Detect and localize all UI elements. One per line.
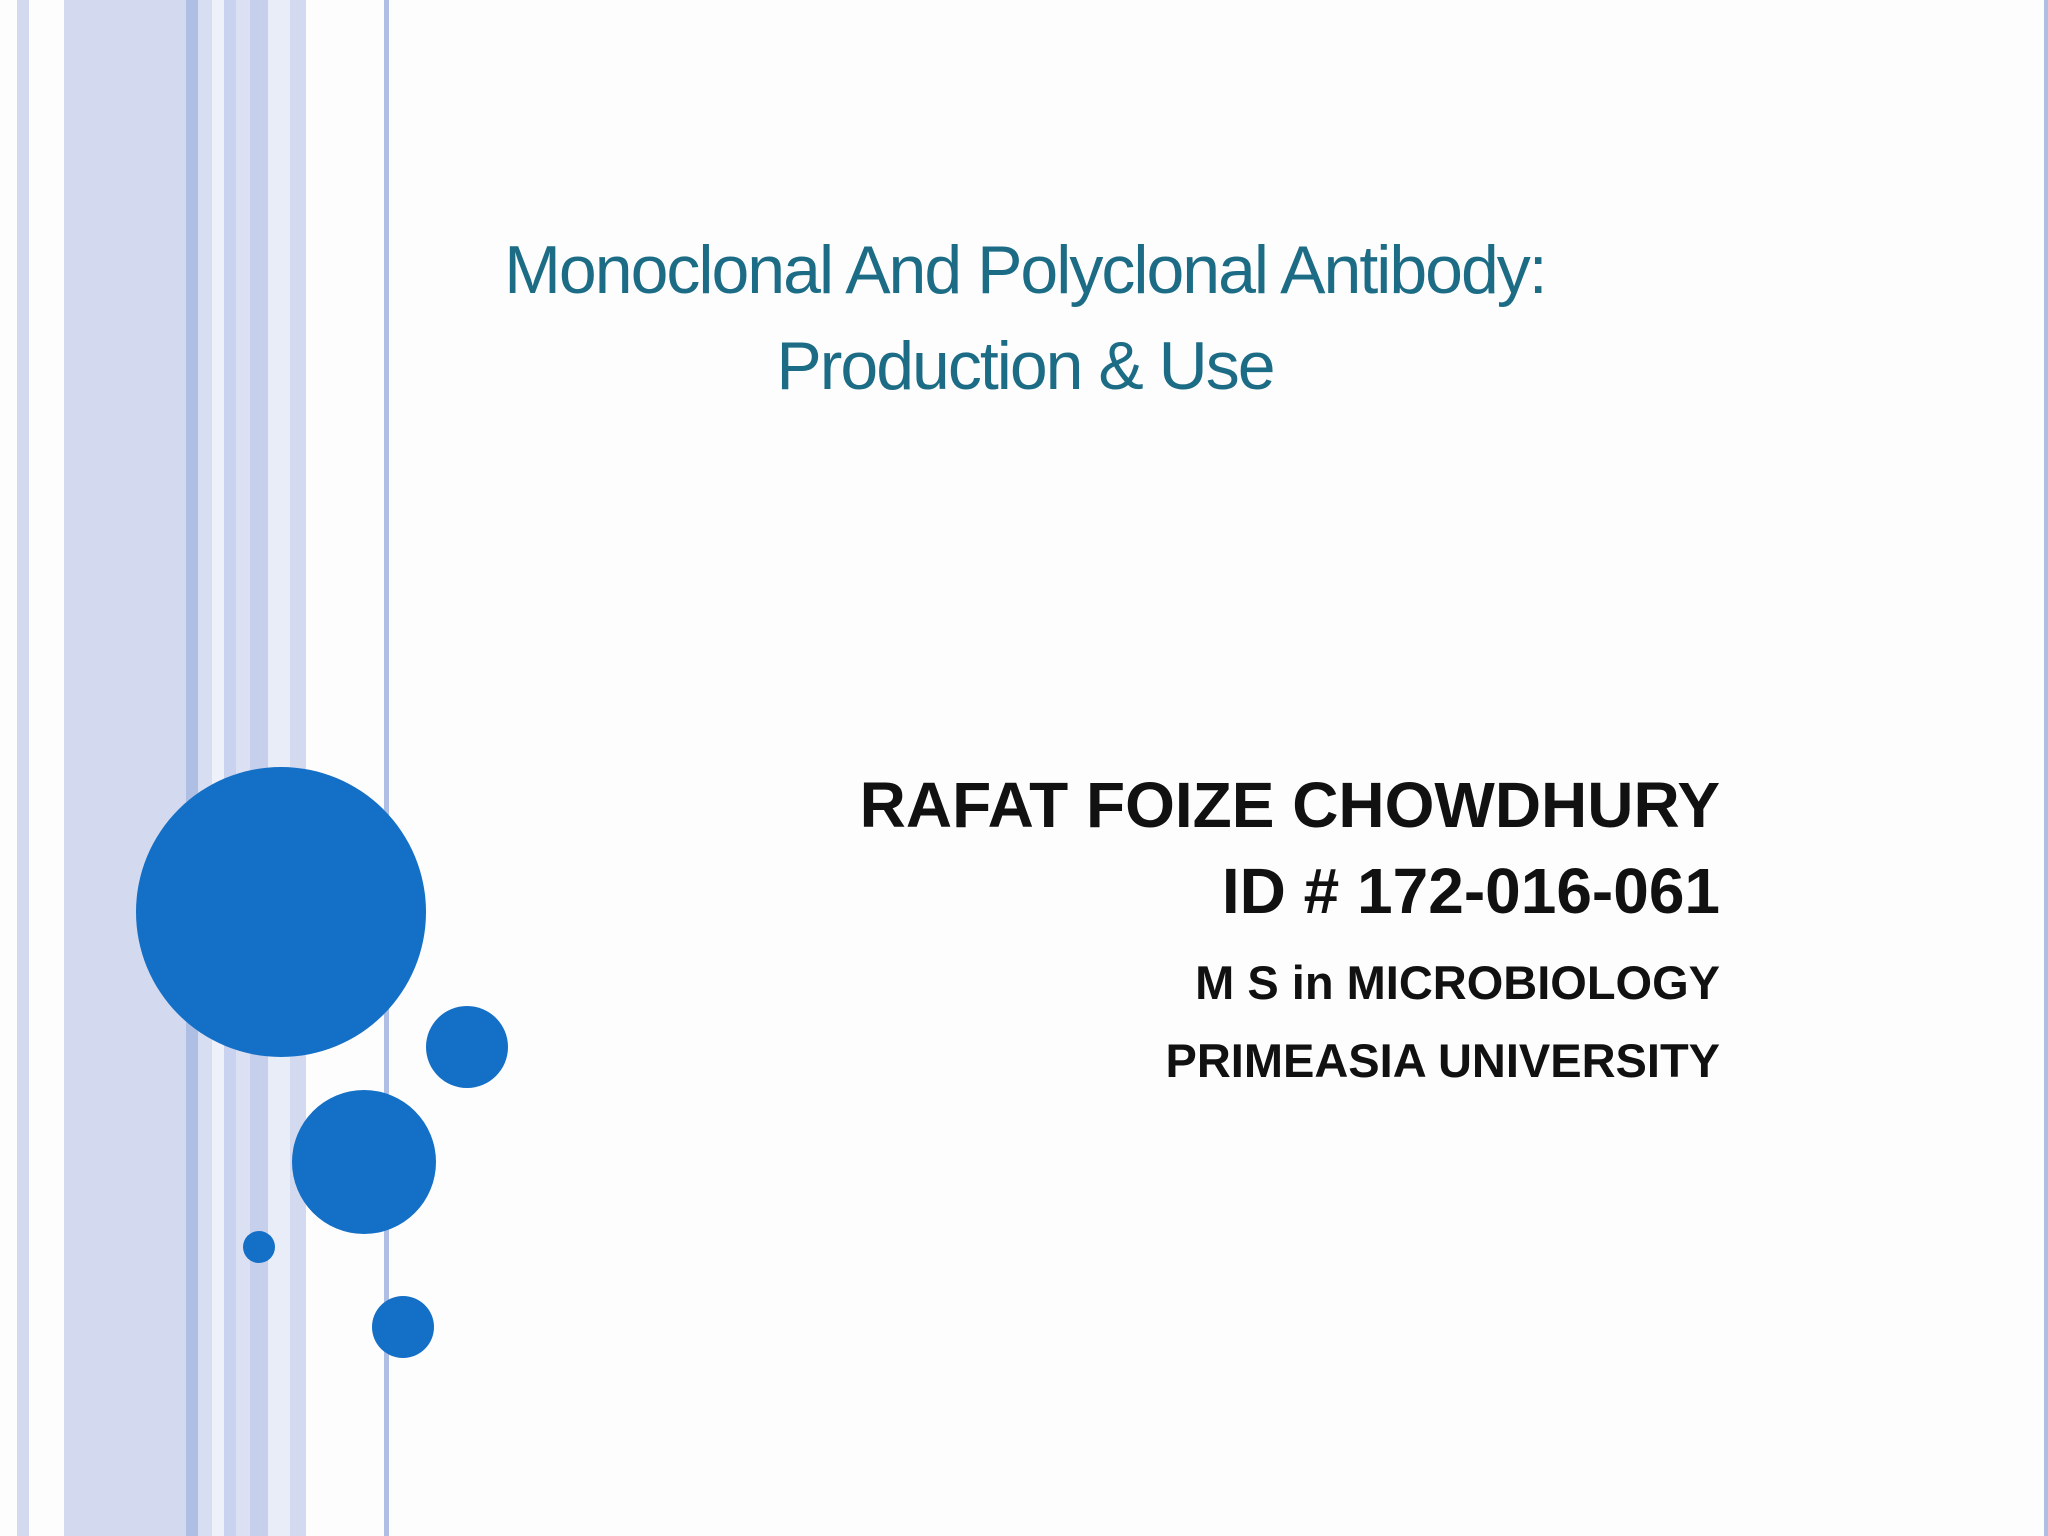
bubble-small-medium: [372, 1296, 434, 1358]
title-line-1: Monoclonal And Polyclonal Antibody:: [504, 232, 1546, 308]
author-id: ID # 172-016-061: [1221, 855, 1720, 927]
author-info: [620, 762, 1720, 1100]
author-name: RAFAT FOIZE CHOWDHURY: [859, 769, 1720, 841]
university-label: PRIMEASIA UNIVERSITY: [1165, 1034, 1720, 1087]
slide-title: [420, 222, 1630, 414]
bubble-medium: [426, 1006, 508, 1088]
bubble-small: [243, 1231, 275, 1263]
bubble-large: [136, 767, 426, 1057]
title-line-2: Production & Use: [776, 328, 1274, 404]
bubble-medium-large: [292, 1090, 436, 1234]
degree-label: M S in MICROBIOLOGY: [1195, 956, 1720, 1009]
